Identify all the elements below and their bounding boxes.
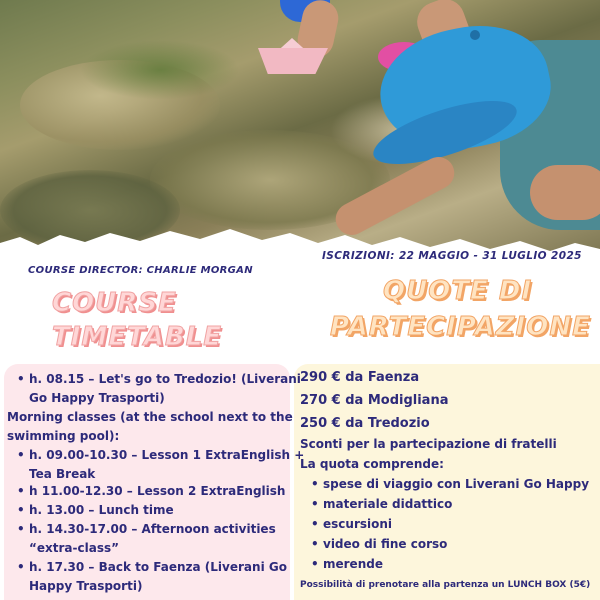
timetable-item-cont: Tea Break bbox=[29, 467, 96, 481]
price-tredozio: 250 € da Tredozio bbox=[300, 416, 430, 431]
includes-item: • materiale didattico bbox=[323, 495, 452, 514]
morning-classes: Morning classes (at the school next to the bbox=[7, 410, 293, 424]
includes-item: • escursioni bbox=[323, 515, 392, 534]
river-moss bbox=[80, 40, 240, 100]
includes-item: • merende bbox=[323, 555, 383, 574]
timetable-item: • h 11.00-12.30 – Lesson 2 ExtraEnglish bbox=[29, 482, 285, 501]
quote-title: QUOTE DI bbox=[383, 276, 533, 306]
hero-photo bbox=[0, 0, 600, 255]
lunchbox-note: Possibilità di prenotare alla partenza un LUNCH BOX (5€) bbox=[300, 580, 591, 590]
price-faenza: 290 € da Faenza bbox=[300, 370, 420, 385]
sibling-discount: Sconti per la partecipazione di fratelli bbox=[300, 437, 557, 451]
timetable-item: • h. 09.00-10.30 – Lesson 1 ExtraEnglish + bbox=[29, 446, 304, 465]
timetable-item: • h. 17.30 – Back to Faenza (Liverani Go bbox=[29, 558, 287, 577]
timetable-item: • h. 08.15 – Let's go to Tredozio! (Liverani bbox=[29, 370, 301, 389]
registration-dates: ISCRIZIONI: 22 MAGGIO - 31 LUGLIO 2025 bbox=[322, 250, 582, 262]
timetable-item: • h. 13.00 – Lunch time bbox=[29, 501, 174, 520]
includes-heading: La quota comprende: bbox=[300, 457, 444, 471]
child-leg bbox=[530, 165, 600, 220]
timetable-title: TIMETABLE bbox=[52, 322, 223, 352]
partecipazione-title: PARTECIPAZIONE bbox=[330, 312, 591, 342]
paper-boat bbox=[258, 48, 328, 74]
timetable-item: • h. 14.30-17.00 – Afternoon activities bbox=[29, 520, 276, 539]
includes-item: • spese di viaggio con Liverani Go Happy bbox=[323, 475, 589, 494]
timetable-item-cont: “extra-class” bbox=[29, 541, 119, 555]
timetable-item-cont: Happy Trasporti) bbox=[29, 579, 143, 593]
includes-item: • video di fine corso bbox=[323, 535, 447, 554]
cap-button bbox=[470, 30, 480, 40]
price-modigliana: 270 € da Modigliana bbox=[300, 393, 449, 408]
course-title: COURSE bbox=[52, 288, 177, 318]
timetable-item-cont: Go Happy Trasporti) bbox=[29, 391, 165, 405]
morning-classes-cont: swimming pool): bbox=[7, 429, 120, 443]
course-director: COURSE DIRECTOR: CHARLIE MORGAN bbox=[28, 265, 253, 276]
